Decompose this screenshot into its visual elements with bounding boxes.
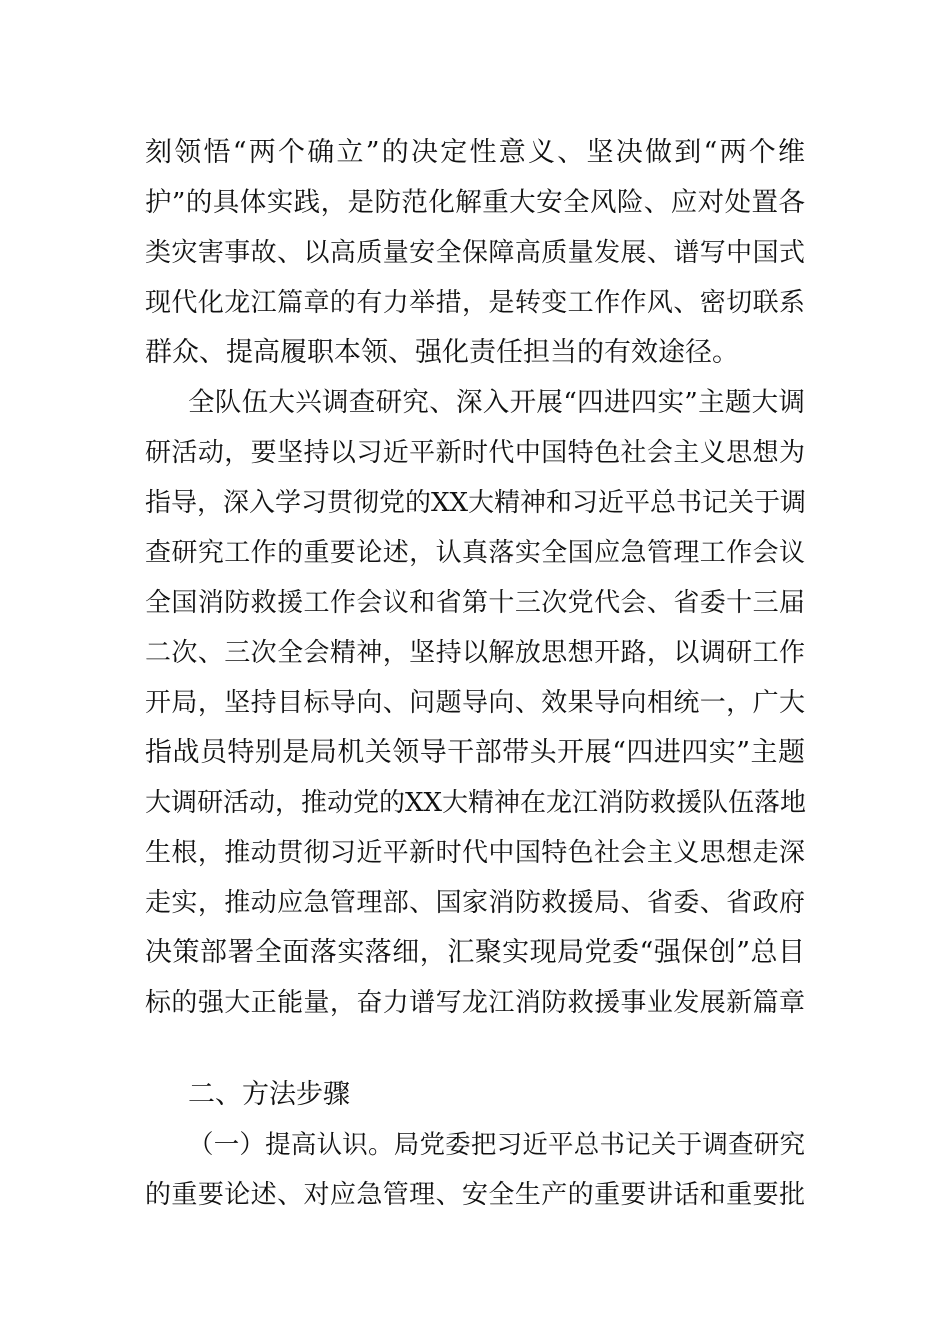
paragraph-line: 现代化龙江篇章的有力举措，是转变工作作风、密切联系	[145, 288, 805, 318]
paragraph-line: 全国消防救援工作会议和省第十三次党代会、省委十三届	[145, 588, 805, 618]
paragraph-line: 走实，推动应急管理部、国家消防救援局、省委、省政府	[145, 888, 805, 918]
paragraph-line: 开局，坚持目标导向、问题导向、效果导向相统一，广大	[145, 688, 805, 718]
paragraph-line: 全队伍大兴调查研究、深入开展“四进四实”主题大调	[188, 387, 805, 418]
paragraph-line: 类灾害事故、以高质量安全保障高质量发展、谱写中国式	[145, 238, 805, 268]
paragraph-line: 的重要论述、对应急管理、安全生产的重要讲话和重要批	[145, 1180, 805, 1210]
paragraph-line: 刻领悟“两个确立”的决定性意义、坚决做到“两个维	[145, 137, 805, 168]
paragraph-line: 指战员特别是局机关领导干部带头开展“四进四实”主题	[145, 737, 805, 768]
paragraph-line: 决策部署全面落实落细，汇聚实现局党委“强保创”总目	[145, 937, 805, 968]
paragraph-line: 生根，推动贯彻习近平新时代中国特色社会主义思想走深	[145, 838, 805, 868]
paragraph-line: 标的强大正能量，奋力谱写龙江消防救援事业发展新篇章	[145, 988, 805, 1018]
paragraph-line: （一）提高认识。局党委把习近平总书记关于调查研究	[188, 1130, 805, 1160]
section-heading: 二、方法步骤	[188, 1079, 350, 1110]
paragraph-line: 研活动，要坚持以习近平新时代中国特色社会主义思想为	[145, 438, 805, 468]
paragraph-line: 护”的具体实践，是防范化解重大安全风险、应对处置各	[145, 187, 805, 218]
paragraph-line: 群众、提高履职本领、强化责任担当的有效途径。	[145, 337, 739, 368]
paragraph-line: 指导，深入学习贯彻党的XX大精神和习近平总书记关于调	[145, 488, 807, 518]
paragraph-line: 查研究工作的重要论述，认真落实全国应急管理工作会议	[145, 538, 805, 568]
paragraph-line: 二次、三次全会精神，坚持以解放思想开路，以调研工作	[145, 638, 805, 668]
paragraph-line: 大调研活动，推动党的XX大精神在龙江消防救援队伍落地	[145, 788, 807, 818]
